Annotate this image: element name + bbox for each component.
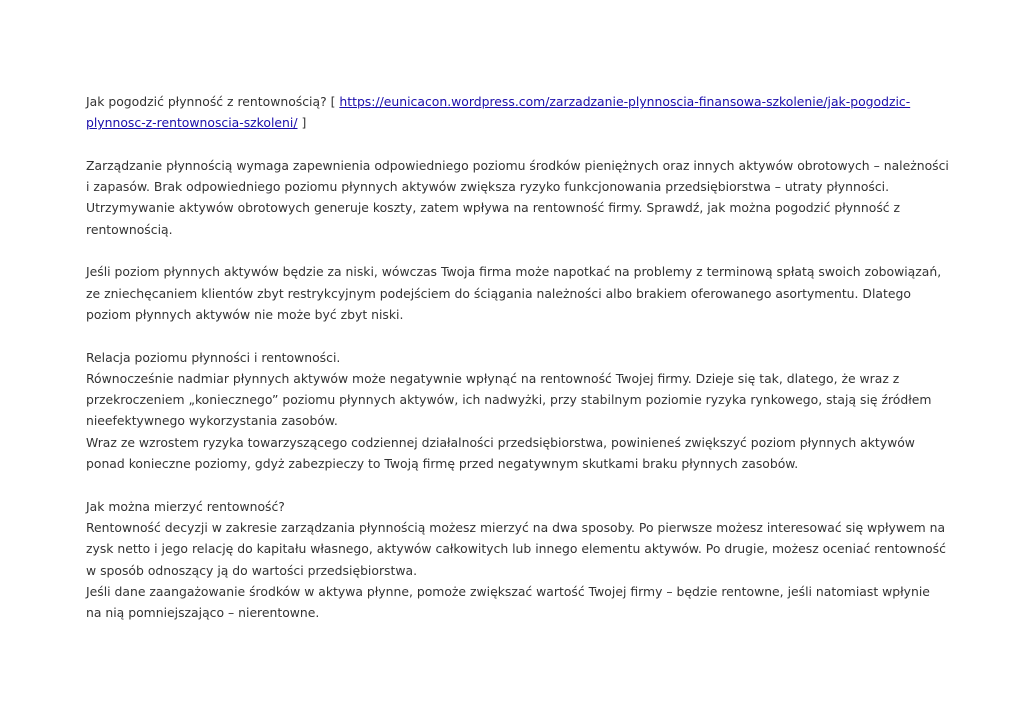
paragraph-4 <box>86 496 946 624</box>
paragraph-line: Rentowność decyzji w zakresie zarządzania płynnością możesz mierzyć na dwa sposoby. Po pierwsze możesz interesować się wpływem na <box>86 519 946 535</box>
source-link-continued[interactable]: plynnosc-z-rentownoscia-szkoleni/ <box>86 115 298 131</box>
paragraph-line: Zarządzanie płynnością wymaga zapewnienia odpowiedniego poziomu środków pieniężnych oraz innych aktywów obrotowych – należności <box>86 157 949 173</box>
source-link[interactable]: https://eunicacon.wordpress.com/zarzadzanie-plynnoscia-finansowa-szkolenie/jak-pogodzic- <box>339 94 911 109</box>
section-heading: Relacja poziomu płynności i rentowności. <box>86 349 341 365</box>
header-line-2 <box>86 112 946 133</box>
paragraph-gap <box>86 474 946 495</box>
paragraph-line: Utrzymywanie aktywów obrotowych generuje koszty, zatem wpływa na rentowność firmy. Sprawdź, jak można pogodzić płynność z <box>86 200 901 216</box>
paragraph-line: przekroczeniem „koniecznego” poziomu płynnych aktywów, ich nadwyżki, przy stabilnym poziomie ryzyka rynkowego, stają się źródłem <box>86 392 932 408</box>
paragraph-2 <box>86 261 946 325</box>
header-line-1 <box>86 91 946 112</box>
paragraph-1 <box>86 155 949 240</box>
paragraph-3 <box>86 347 946 475</box>
header-close: ] <box>301 115 307 131</box>
paragraph-line: ze zniechęcaniem klientów zbyt restrykcyjnym podejściem do ściągania należności albo brakiem oferowanego asortymentu. Dlatego <box>86 285 911 301</box>
paragraph-gap <box>86 240 946 261</box>
paragraph-line: w sposób odnoszący ją do wartości przedsiębiorstwa. <box>86 562 418 578</box>
section-heading: Jak można mierzyć rentowność? <box>86 498 285 514</box>
paragraph-gap <box>86 325 946 346</box>
paragraph-line: Jeśli poziom płynnych aktywów będzie za niski, wówczas Twoja firma może napotkać na problemy z terminową spłatą swoich zobowiązań, <box>86 264 942 280</box>
paragraph-line: na nią pomniejszająco – nierentowne. <box>86 605 320 621</box>
paragraph-line: Jeśli dane zaangażowanie środków w aktywa płynne, pomoże zwiększać wartość Twojej firmy – będzie rentowne, jeśli natomiast wpłynie <box>86 583 930 599</box>
paragraph-line: zysk netto i jego relację do kapitału własnego, aktywów całkowitych lub innego elementu aktywów. Po drugie, możesz oceniać rentowność <box>86 541 946 557</box>
paragraph-line: i zapasów. Brak odpowiedniego poziomu płynnych aktywów zwiększa ryzyko funkcjonowania przedsiębiorstwa – utraty płynności. <box>86 179 890 195</box>
paragraph-line: nieefektywnego wykorzystania zasobów. <box>86 413 338 429</box>
paragraph-line: Wraz ze wzrostem ryzyka towarzyszącego codziennej działalności przedsiębiorstwa, powinieneś zwiększyć poziom płynnych aktywów <box>86 434 915 450</box>
paragraph-line: poziom płynnych aktywów nie może być zbyt niski. <box>86 306 404 322</box>
paragraph-gap <box>86 134 946 155</box>
paragraph-line: ponad konieczne poziomy, gdyż zabezpieczy to Twoją firmę przed negatywnym skutkami braku płynnych zasobów. <box>86 456 799 472</box>
document-page <box>86 91 949 623</box>
paragraph-line: Równocześnie nadmiar płynnych aktywów może negatywnie wpłynąć na rentowność Twojej firmy. Dzieje się tak, dlatego, że wraz z <box>86 370 900 386</box>
paragraph-line: rentownością. <box>86 221 173 237</box>
header-lead: Jak pogodzić płynność z rentownością? [ <box>86 94 340 109</box>
